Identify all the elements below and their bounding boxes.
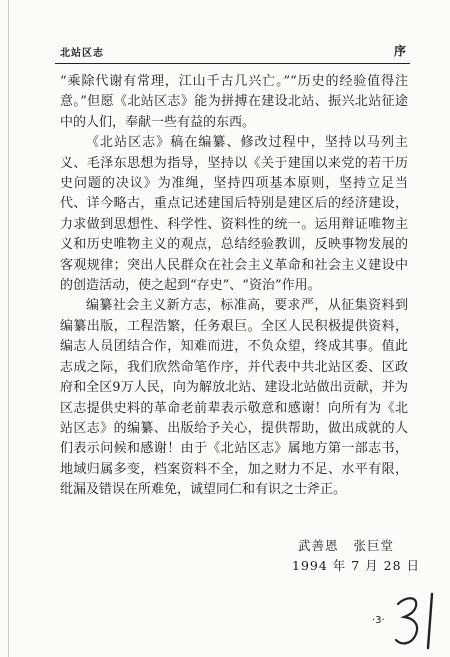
page-edge xyxy=(8,0,9,657)
preface-body xyxy=(60,72,408,501)
paragraph-1: “乘除代谢有常理，江山千古几兴亡。”“历史的经验值得注意。”但愿《北站区志》能为拼搏在建设北站、振兴北站征途中的人们，奉献一些有益的东西。 xyxy=(60,74,408,130)
signature-date: 1994 年 7 月 28 日 xyxy=(292,558,421,573)
header-book-title: 北站区志 xyxy=(60,48,104,59)
page-number: ·3· xyxy=(372,615,385,626)
signature-author-2: 张巨堂 xyxy=(353,538,395,553)
paragraph-3: 编纂社会主义新方志，标准高，要求严，从征集资料到编纂出版，工程浩繁，任务艰巨。全区人民积极提供资料，编志人员团结合作，知难而进，不负众望，终成其事。值此志成之际，我们欣然命笔作序，并代表中共北站区委、区政府和全区9万人民，向为解放北站、建设北站做出贡献，并为区志提供史料的革命老前辈表示敬意和感谢！向所有为《北站区志》的编纂、出版给予关心，提供帮助，做出成就的人们表示问候和感谢！由于《北站区志》属地方第一部志书，地域归属多变，档案资料不全，加之财力不足、水平有限，纰漏及错误在所难免，诚望同仁和有识之士斧正。 xyxy=(60,298,408,498)
header-section: 序 xyxy=(393,44,406,58)
running-header xyxy=(60,42,406,60)
signature-authors xyxy=(298,536,394,554)
paragraph-2: 《北站区志》稿在编纂、修改过程中，坚持以马列主义、毛泽东思想为指导，坚持以《关于建国以来党的若干历史问题的决议》为准绳，坚持四项基本原则，坚持立足当代、详今略古，重点记述建国后特别是建区后的经济建设，力求做到思想性、科学性、资料性的统一。运用辩证唯物主义和历史唯物主义的观点，总结经验教训，反映事物发展的客观规律；突出人民群众在社会主义革命和社会主义建设中的创造活动，使之起到“存史”、“资治”作用。 xyxy=(60,135,408,294)
header-rule xyxy=(55,63,410,64)
signature-author-1: 武善恩 xyxy=(298,538,339,553)
handwritten-mark xyxy=(392,590,442,652)
